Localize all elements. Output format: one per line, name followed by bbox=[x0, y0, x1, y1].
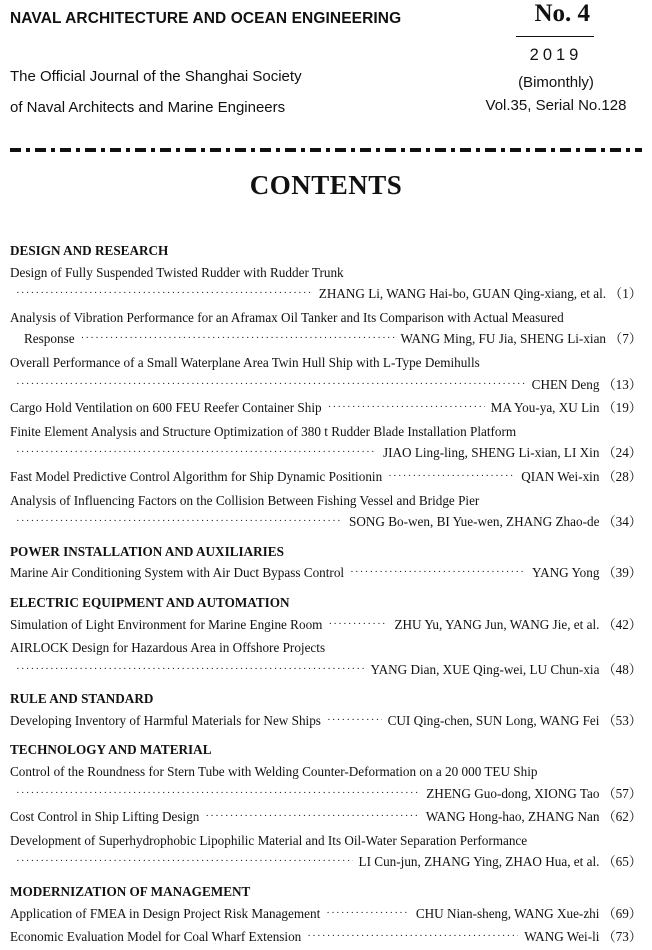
article-page: （34） bbox=[602, 514, 642, 530]
article-entry[interactable] bbox=[10, 761, 642, 806]
article-title: Cost Control in Ship Lifting Design bbox=[10, 809, 200, 825]
article-title: Cargo Hold Ventilation on 600 FEU Reefer Container Ship bbox=[10, 400, 322, 416]
section-heading: ELECTRIC EQUIPMENT AND AUTOMATION bbox=[10, 594, 290, 610]
article-page: （53） bbox=[602, 712, 642, 728]
article-page: （69） bbox=[602, 905, 642, 921]
article-authors: CHEN Deng bbox=[531, 376, 600, 392]
article-page: （57） bbox=[602, 785, 642, 801]
leader-dots bbox=[16, 283, 313, 305]
article-authors: CHU Nian-sheng, WANG Xue-zhi bbox=[415, 905, 600, 921]
section-heading: POWER INSTALLATION AND AUXILIARIES bbox=[10, 543, 284, 559]
article-page: （28） bbox=[602, 468, 642, 484]
article-entry[interactable] bbox=[10, 637, 642, 682]
leader-dots bbox=[205, 806, 419, 828]
article-page: （7） bbox=[609, 331, 642, 347]
article-entry[interactable] bbox=[10, 466, 642, 490]
issue-number: No. 4 bbox=[534, 0, 590, 27]
leader-dots bbox=[326, 903, 410, 925]
article-entry[interactable] bbox=[10, 307, 642, 352]
article-title: Finite Element Analysis and Structure Optimization of 380 t Rudder Blade Installation Platform bbox=[10, 423, 517, 439]
toc-section bbox=[10, 881, 642, 950]
journal-title: NAVAL ARCHITECTURE AND OCEAN ENGINEERING bbox=[10, 10, 402, 27]
article-page: （62） bbox=[602, 809, 642, 825]
toc-section bbox=[10, 592, 642, 682]
article-entry[interactable] bbox=[10, 830, 642, 875]
table-of-contents bbox=[10, 236, 642, 950]
leader-dots bbox=[350, 562, 526, 584]
article-authors: ZHENG Guo-dong, XIONG Tao bbox=[426, 785, 600, 801]
article-title: Control of the Roundness for Stern Tube with Welding Counter-Deformation on a 20 000 TEU Ship bbox=[10, 764, 538, 780]
article-authors: WANG Wei-li bbox=[524, 929, 600, 945]
article-authors: ZHANG Li, WANG Hai-bo, GUAN Qing-xiang, et al. bbox=[318, 286, 607, 302]
article-entry[interactable] bbox=[10, 397, 642, 421]
article-page: （13） bbox=[602, 376, 642, 392]
article-authors: ZHU Yu, YANG Jun, WANG Jie, et al. bbox=[394, 616, 600, 632]
leader-dots bbox=[328, 614, 388, 636]
article-title-continued: Response bbox=[24, 331, 75, 347]
article-authors: MA You-ya, XU Lin bbox=[490, 400, 600, 416]
article-title: Development of Superhydrophobic Lipophilic Material and Its Oil-Water Separation Performance bbox=[10, 832, 528, 848]
article-page: （42） bbox=[602, 616, 642, 632]
leader-dots bbox=[16, 374, 526, 396]
journal-subtitle-line-1: The Official Journal of the Shanghai Society bbox=[10, 68, 302, 85]
issue-volume: Vol.35, Serial No.128 bbox=[485, 97, 627, 114]
issue-year: 2019 bbox=[529, 46, 583, 64]
article-page: （19） bbox=[602, 400, 642, 416]
article-authors: QIAN Wei-xin bbox=[521, 468, 600, 484]
article-entry[interactable] bbox=[10, 710, 642, 734]
article-page: （48） bbox=[602, 661, 642, 677]
section-heading: DESIGN AND RESEARCH bbox=[10, 243, 169, 258]
toc-section bbox=[10, 541, 642, 586]
section-heading: RULE AND STANDARD bbox=[10, 691, 154, 707]
article-entry[interactable] bbox=[10, 926, 642, 950]
article-entry[interactable] bbox=[10, 903, 642, 927]
leader-dots bbox=[16, 442, 377, 464]
article-title: Fast Model Predictive Control Algorithm for Ship Dynamic Positionin bbox=[10, 468, 383, 484]
article-authors: CUI Qing-chen, SUN Long, WANG Fei bbox=[387, 712, 600, 728]
article-title: Overall Performance of a Small Waterplane Area Twin Hull Ship with L-Type Demihulls bbox=[10, 354, 480, 370]
article-authors: WANG Hong-hao, ZHANG Nan bbox=[425, 809, 600, 825]
article-page: （39） bbox=[602, 565, 642, 581]
leader-dots bbox=[16, 851, 353, 873]
issue-frequency: (Bimonthly) bbox=[518, 74, 594, 91]
article-entry[interactable] bbox=[10, 806, 642, 830]
journal-subtitle-line-2: of Naval Architects and Marine Engineers bbox=[10, 99, 286, 116]
leader-dots bbox=[81, 328, 395, 350]
leader-dots bbox=[328, 397, 485, 419]
article-entry[interactable] bbox=[10, 352, 642, 397]
toc-section bbox=[10, 688, 642, 733]
article-entry[interactable] bbox=[10, 262, 642, 307]
leader-dots bbox=[388, 466, 515, 488]
article-authors: JIAO Ling-ling, SHENG Li-xian, LI Xin bbox=[382, 445, 600, 461]
dash-dot-divider bbox=[10, 148, 642, 152]
article-entry[interactable] bbox=[10, 562, 642, 586]
article-entry[interactable] bbox=[10, 490, 642, 535]
article-title: AIRLOCK Design for Hazardous Area in Offshore Projects bbox=[10, 640, 326, 656]
leader-dots bbox=[16, 783, 420, 805]
article-title: Simulation of Light Environment for Marine Engine Room bbox=[10, 616, 323, 632]
article-authors: SONG Bo-wen, BI Yue-wen, ZHANG Zhao-de bbox=[349, 514, 600, 530]
article-page: （73） bbox=[602, 929, 642, 945]
article-page: （1） bbox=[609, 286, 642, 302]
toc-section bbox=[10, 739, 642, 875]
issue-rule bbox=[516, 36, 594, 37]
article-title: Marine Air Conditioning System with Air Duct Bypass Control bbox=[10, 565, 345, 581]
article-title: Economic Evaluation Model for Coal Wharf Extension bbox=[10, 929, 302, 945]
section-heading: TECHNOLOGY AND MATERIAL bbox=[10, 742, 212, 758]
article-authors: YANG Dian, XUE Qing-wei, LU Chun-xia bbox=[370, 661, 600, 677]
article-entry[interactable] bbox=[10, 614, 642, 638]
leader-dots bbox=[327, 710, 382, 732]
article-title: Developing Inventory of Harmful Materials for New Ships bbox=[10, 712, 321, 728]
article-title: Analysis of Influencing Factors on the Collision Between Fishing Vessel and Bridge Pier bbox=[10, 492, 480, 508]
article-title: Application of FMEA in Design Project Risk Management bbox=[10, 905, 321, 921]
article-page: （24） bbox=[602, 445, 642, 461]
leader-dots bbox=[16, 511, 343, 533]
article-authors: WANG Ming, FU Jia, SHENG Li-xian bbox=[400, 331, 607, 347]
article-entry[interactable] bbox=[10, 421, 642, 466]
leader-dots bbox=[16, 659, 365, 681]
article-authors: LI Cun-jun, ZHANG Ying, ZHAO Hua, et al. bbox=[358, 854, 600, 870]
article-page: （65） bbox=[602, 854, 642, 870]
article-title: Analysis of Vibration Performance for an Aframax Oil Tanker and Its Comparison with Actual Measured bbox=[10, 309, 564, 325]
article-title: Design of Fully Suspended Twisted Rudder with Rudder Trunk bbox=[10, 264, 344, 280]
article-authors: YANG Yong bbox=[532, 565, 600, 581]
toc-section bbox=[10, 240, 642, 535]
section-heading: MODERNIZATION OF MANAGEMENT bbox=[10, 884, 251, 900]
contents-title: CONTENTS bbox=[249, 170, 403, 200]
leader-dots bbox=[307, 926, 518, 948]
